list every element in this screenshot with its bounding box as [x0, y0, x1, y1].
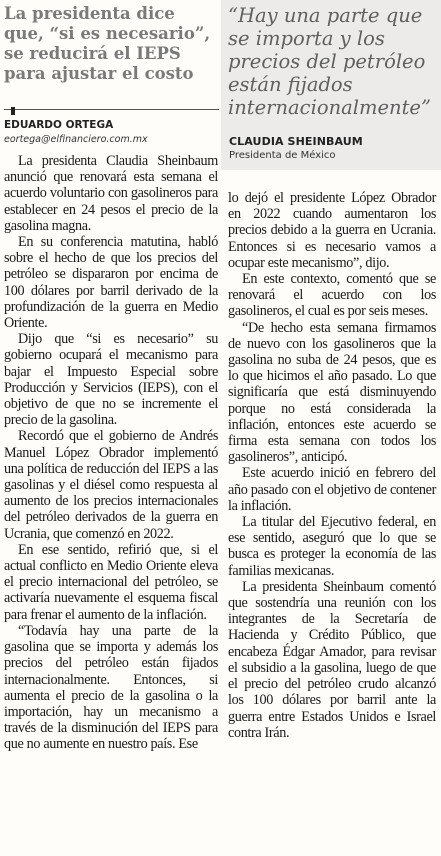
byline-email: eortega@elfinanciero.com.mx: [4, 134, 148, 145]
byline-author: EDUARDO ORTEGA: [4, 119, 114, 131]
paragraph: En este contexto, comentó que se renovará el acuerdo con los gasolineros, el cual es por seis meses.: [228, 271, 436, 320]
divider-marker: [11, 107, 15, 115]
paragraph: La titular del Ejecutivo federal, en ese sentido, aseguró que lo que se busca es proteger la economía de las familias mexicanas.: [228, 514, 436, 579]
article-column-left: [4, 153, 218, 753]
paragraph: En ese sentido, refirió que, si el actual conflicto en Medio Oriente eleva el precio internacional del petróleo, se activaría nuevamente el esquema fiscal para frenar el aumento de la inflación.: [4, 541, 218, 623]
paragraph-continuation: lo dejó el presidente López Obrador en 2022 cuando aumentaron los precios debido a la guerra en Ucrania. Entonces si es necesario vamos a ocupar este mecanismo”, dijo.: [228, 190, 436, 271]
paragraph: La presidenta Claudia Sheinbaum anunció que renovará esta semana el acuerdo voluntario con gasolineros para establecer en 24 pesos el precio de la gasolina magna.: [4, 153, 218, 234]
paragraph: En su conferencia matutina, habló sobre el hecho de que los precios del petróleo se dispararon por encima de 100 dólares por barril derivado de la profundización de la guerra en Medio Oriente.: [4, 234, 218, 332]
pull-quote-box: [221, 0, 441, 170]
paragraph: La presidenta Sheinbaum comentó que sostendría una reunión con los integrantes de la Secretaría de Hacienda y Crédito Público, que encabeza Édgar Amador, para revisar el subsidio a la gasolina, luego de que el precio del petróleo crudo alcanzó los 100 dólares por barril ante la guerra entre Estados Unidos e Israel contra Irán.: [228, 578, 436, 741]
paragraph: Dijo que “si es necesario” su gobierno ocupará el mecanismo para bajar el Impuesto Especial sobre Producción y Servicios (IEPS), con el objetivo de que no se incremente el precio de la gasolina.: [4, 331, 218, 429]
headline: La presidenta dice que, “si es necesario”, se reducirá el IEPS para ajustar el costo: [4, 4, 211, 83]
section-divider: [4, 109, 219, 110]
paragraph: “De hecho esta semana firmamos de nuevo con los gasolineros que la gasolina no suba de 24 pesos, que es lo que hicimos el año pasado. Lo que significaría que está disminuyendo porque no está considerada la inflación, entonces este acuerdo se firma esta semana con todos los gasolineros”, anticipó.: [228, 319, 436, 466]
paragraph: Este acuerdo inició en febrero del año pasado con el objetivo de contener la inflación.: [228, 465, 436, 514]
pull-quote-text: “Hay una parte que se importa y los precios del petróleo están fijados internacionalmente”: [228, 4, 431, 119]
article-column-right: [228, 190, 436, 741]
paragraph: “Todavía hay una parte de la gasolina que se importa y además los precios del petróleo están fijados internacionalmente. Entonces, si aumenta el precio de la gasolina o la importación, hay un mecanismo a través de la disminución del IEPS para que no aumente en nuestro país. Ese: [4, 622, 218, 753]
paragraph: Recordó que el gobierno de Andrés Manuel López Obrador implementó una política de reducción del IEPS a las gasolinas y el diésel como respuesta al aumento de los precios internacionales del petróleo derivados de la guerra en Ucrania, que comenzó en 2022.: [4, 428, 218, 542]
pull-quote-author: CLAUDIA SHEINBAUM: [229, 135, 363, 148]
pull-quote-role: Presidenta de México: [229, 150, 336, 161]
